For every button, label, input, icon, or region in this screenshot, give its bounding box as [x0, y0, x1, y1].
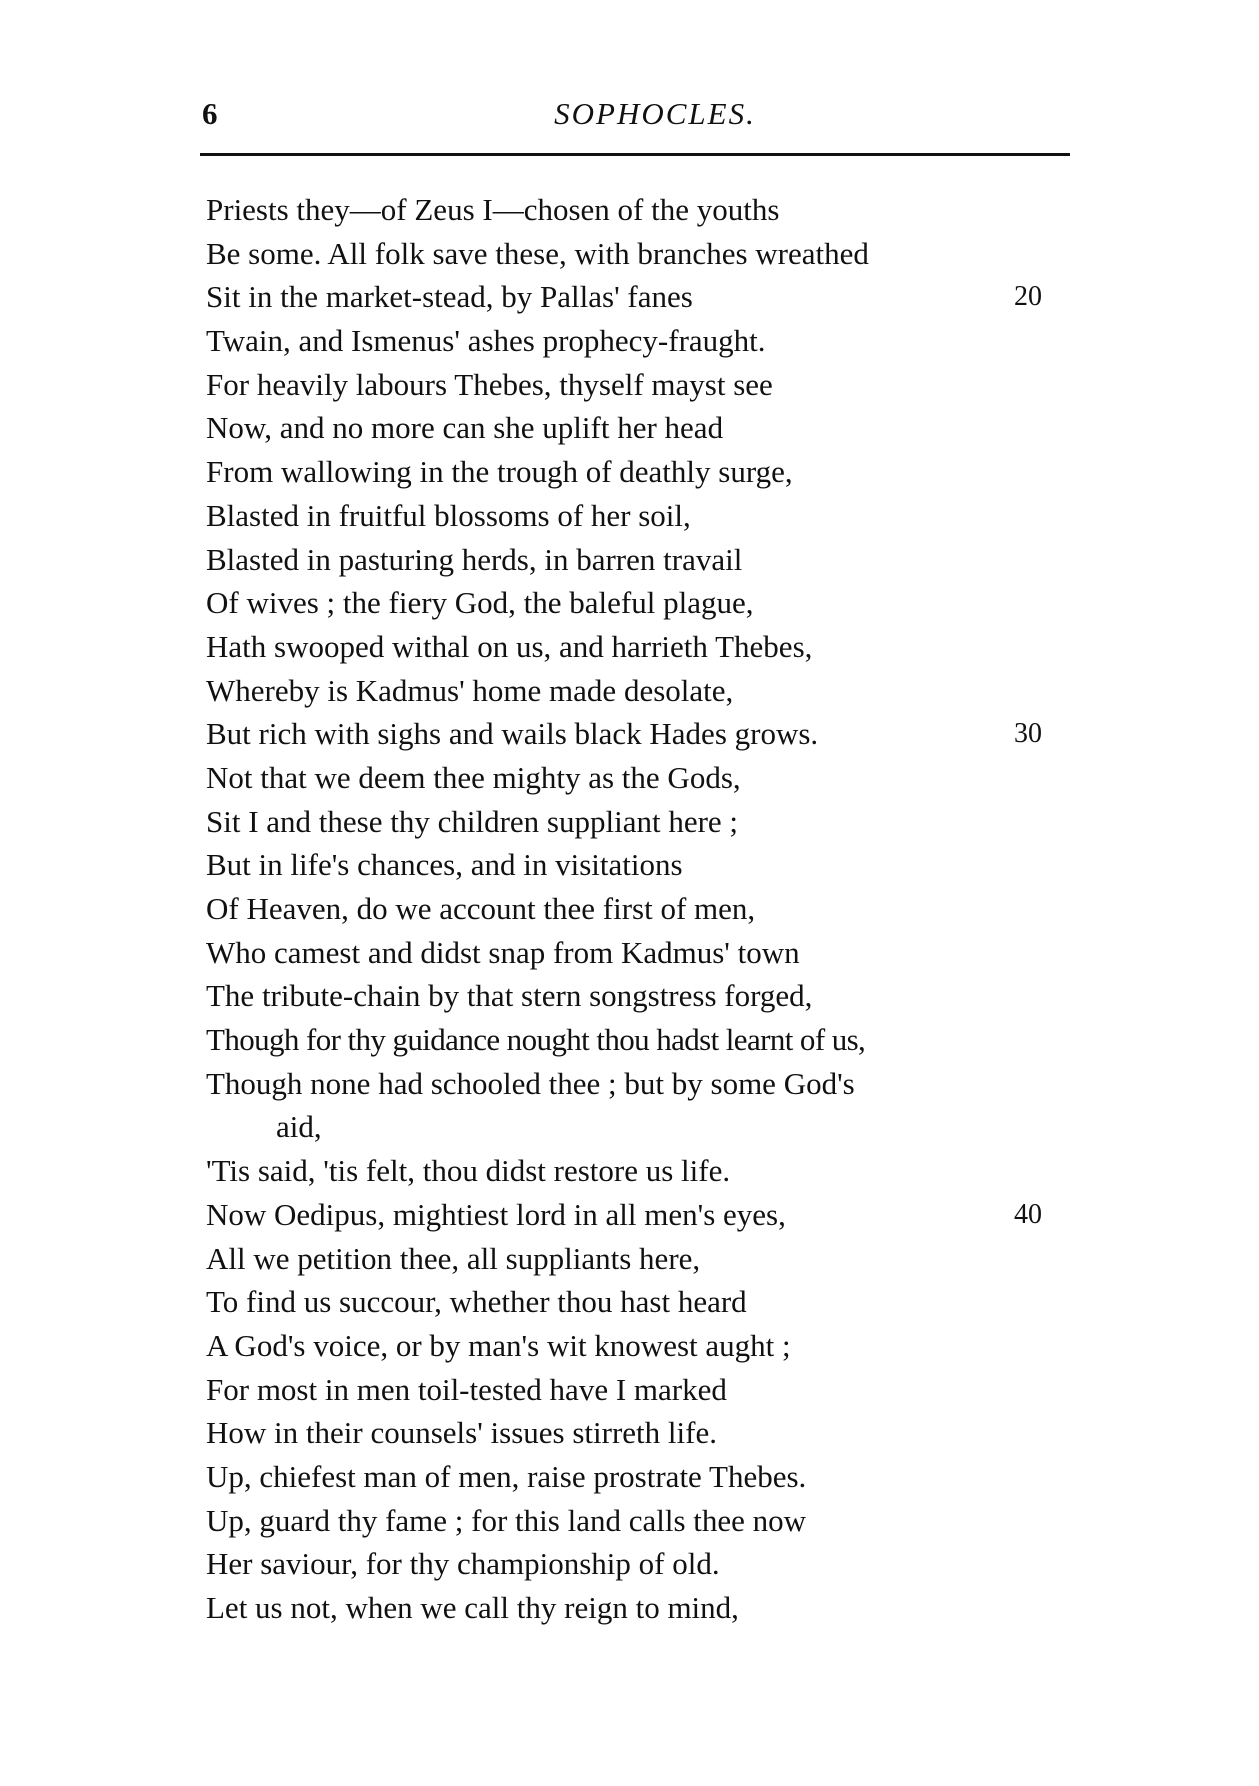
- line-number: 30: [1014, 718, 1042, 750]
- verse-line: [206, 1193, 1086, 1237]
- verse-line: [206, 800, 1086, 844]
- verse-text: Though for thy guidance nought thou hadst learnt of us,: [206, 1022, 866, 1058]
- verse-text: Who camest and didst snap from Kadmus' town: [206, 934, 800, 970]
- verse-text: Up, guard thy fame ; for this land calls thee now: [206, 1502, 807, 1538]
- verse-line: [206, 974, 1086, 1018]
- verse-text: The tribute-chain by that stern songstress forged,: [206, 978, 813, 1014]
- verse-line: [206, 1586, 1086, 1630]
- verse-text: Let us not, when we call thy reign to mind,: [206, 1590, 739, 1625]
- verse-text: From wallowing in the trough of deathly surge,: [206, 454, 793, 490]
- verse-line: [206, 232, 1086, 276]
- verse-line: [206, 712, 1086, 756]
- verse-line: [206, 581, 1086, 625]
- verse-text: Sit in the market-stead, by Pallas' fanes: [206, 279, 693, 315]
- verse-block: [206, 188, 1086, 1630]
- verse-line: [206, 1149, 1086, 1193]
- verse-line-continuation: [206, 1105, 1086, 1149]
- verse-line: [206, 756, 1086, 800]
- verse-text: For most in men toil-tested have I marked: [206, 1371, 727, 1407]
- verse-line: [206, 406, 1086, 450]
- running-title: SOPHOCLES.: [554, 96, 756, 131]
- verse-text: But rich with sighs and wails black Hades grows.: [206, 716, 819, 752]
- verse-text: Though none had schooled thee ; but by some God's: [206, 1065, 855, 1101]
- page-number: 6: [202, 96, 218, 131]
- verse-line: [206, 1237, 1086, 1281]
- running-head: [200, 88, 1070, 138]
- verse-line: [206, 1499, 1086, 1543]
- verse-line: [206, 887, 1086, 931]
- verse-text: Twain, and Ismenus' ashes prophecy-fraught.: [206, 323, 766, 359]
- verse-line: [206, 275, 1086, 319]
- verse-line: [206, 363, 1086, 407]
- verse-line: [206, 1411, 1086, 1455]
- verse-line: [206, 1455, 1086, 1499]
- verse-text: aid,: [276, 1109, 322, 1145]
- verse-text: Of Heaven, do we account thee first of men,: [206, 891, 756, 926]
- verse-text: How in their counsels' issues stirreth life.: [206, 1415, 717, 1451]
- verse-text: To find us succour, whether thou hast heard: [206, 1284, 747, 1320]
- verse-line: [206, 1280, 1086, 1324]
- verse-line: [206, 1062, 1086, 1106]
- verse-text: Blasted in fruitful blossoms of her soil,: [206, 497, 691, 533]
- verse-line: [206, 538, 1086, 582]
- verse-text: Hath swooped withal on us, and harrieth Thebes,: [206, 628, 813, 664]
- verse-line: [206, 931, 1086, 975]
- verse-text: Be some. All folk save these, with branches wreathed: [206, 235, 869, 271]
- verse-line: [206, 669, 1086, 713]
- verse-text: Not that we deem thee mighty as the Gods,: [206, 759, 741, 795]
- verse-text: Sit I and these thy children suppliant here ;: [206, 803, 739, 839]
- header-rule: [200, 153, 1070, 156]
- verse-text: Whereby is Kadmus' home made desolate,: [206, 672, 734, 708]
- line-number: 40: [1014, 1198, 1042, 1230]
- verse-line: [206, 450, 1086, 494]
- verse-text: Blasted in pasturing herds, in barren travail: [206, 541, 743, 577]
- verse-text: Her saviour, for thy championship of old.: [206, 1546, 720, 1582]
- verse-text: Now Oedipus, mightiest lord in all men's eyes,: [206, 1196, 786, 1232]
- verse-line: [206, 494, 1086, 538]
- verse-line: [206, 319, 1086, 363]
- verse-line: [206, 1018, 1086, 1062]
- verse-line: [206, 1324, 1086, 1368]
- verse-line: [206, 1368, 1086, 1412]
- verse-line: [206, 1542, 1086, 1586]
- verse-line: [206, 843, 1086, 887]
- verse-text: All we petition thee, all suppliants here,: [206, 1240, 701, 1276]
- verse-text: Of wives ; the fiery God, the baleful plague,: [206, 585, 754, 621]
- verse-text: Now, and no more can she uplift her head: [206, 410, 724, 446]
- verse-text: 'Tis said, 'tis felt, thou didst restore us life.: [206, 1153, 731, 1189]
- line-number: 20: [1014, 281, 1042, 313]
- verse-text: Priests they—of Zeus I—chosen of the youths: [206, 192, 780, 227]
- verse-line: [206, 188, 1086, 232]
- verse-text: Up, chiefest man of men, raise prostrate Thebes.: [206, 1458, 807, 1494]
- verse-text: A God's voice, or by man's wit knowest aught ;: [206, 1327, 791, 1363]
- verse-line: [206, 625, 1086, 669]
- verse-text: For heavily labours Thebes, thyself mayst see: [206, 366, 773, 402]
- verse-text: But in life's chances, and in visitations: [206, 847, 683, 883]
